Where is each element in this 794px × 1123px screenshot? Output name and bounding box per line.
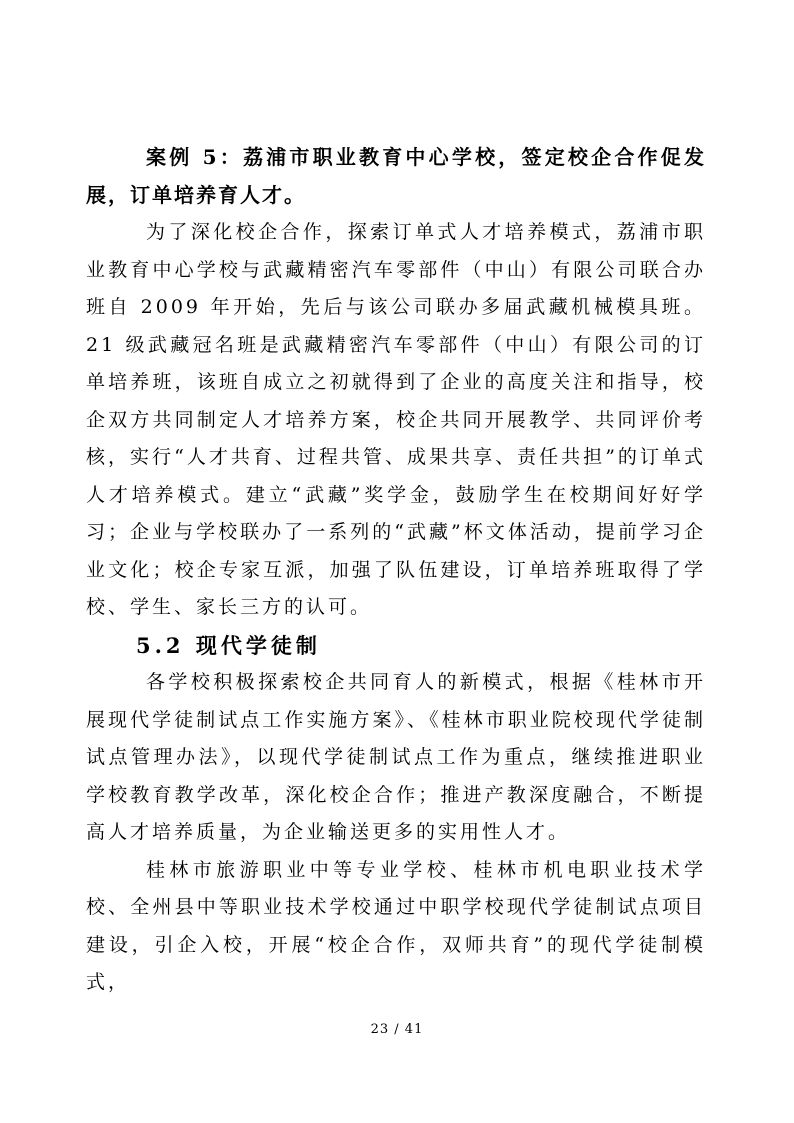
section-heading-modern-apprenticeship: 5.2 现代学徒制 — [136, 632, 321, 658]
section-paragraph-2: 桂林市旅游职业中等专业学校、桂林市机电职业技术学校、全州县中等职业技术学校通过中职学校现代学徒制试点项目建设，引企入校，开展“校企合作，双师共育”的现代学徒制模式， — [86, 858, 706, 993]
document-content — [86, 139, 706, 1002]
case-study-paragraph: 为了深化校企合作，探索订单式人才培养模式，荔浦市职业教育中心学校与武藏精密汽车零部件（中山）有限公司联合办班自 2009 年开始，先后与该公司联办多届武藏机械模具班。21 级武藏冠名班是武藏精密汽车零部件（中山）有限公司的订单培养班，该班自成立之初就得到了企业的高度关注和指导，校企双方共同制定人才培养方案，校企共同开展教学、共同评价考核，实行“人才共育、过程共管、成果共享、责任共担”的订单式人才培养模式。建立“武藏”奖学金，鼓励学生在校期间好好学习；企业与学校联办了一系列的“武藏”杯文体活动，提前学习企业文化；校企专家互派，加强了队伍建设，订单培养班取得了学校、学生、家长三方的认可。 — [86, 221, 706, 618]
section-paragraph-1: 各学校积极探索校企共同育人的新模式，根据《桂林市开展现代学徒制试点工作实施方案》、《桂林市职业院校现代学徒制试点管理办法》，以现代学徒制试点工作为重点，继续推进职业学校教育教学改革，深化校企合作；推进产教深度融合，不断提高人才培养质量，为企业输送更多的实用性人才。 — [86, 671, 706, 843]
page-number: 23 / 41 — [370, 1022, 424, 1037]
case-study-heading: 案例 5：荔浦市职业教育中心学校，签定校企合作促发展，订单培养育人才。 — [86, 145, 706, 207]
